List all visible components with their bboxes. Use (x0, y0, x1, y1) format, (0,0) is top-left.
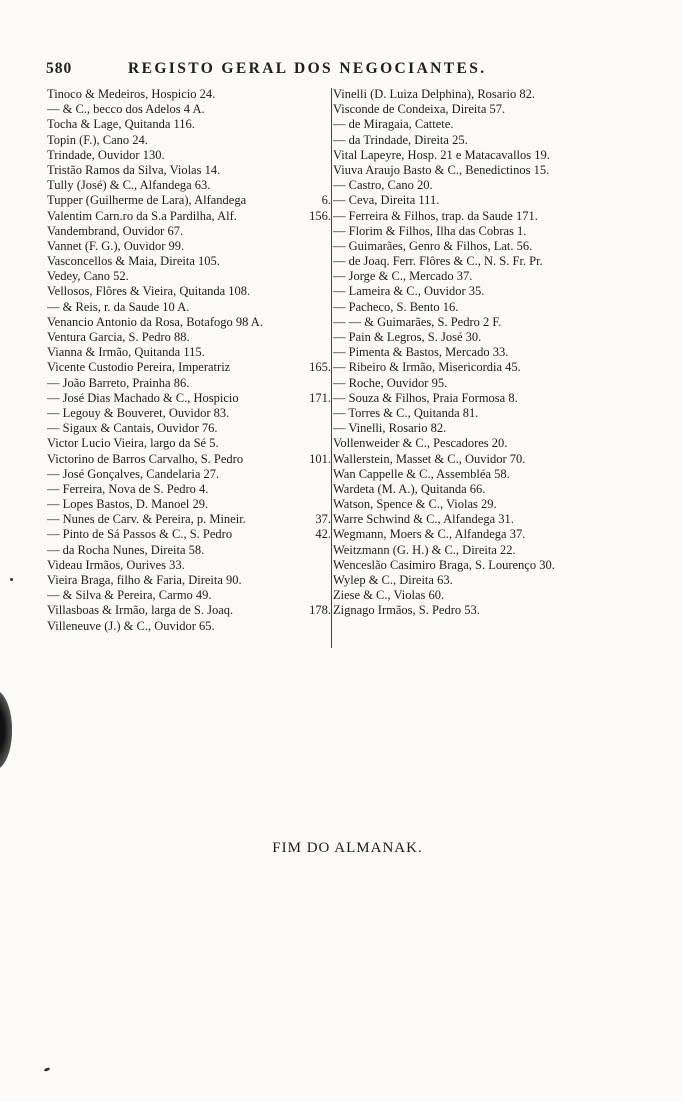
entry-text: Vellosos, Flôres & Vieira, Quitanda 108. (47, 284, 251, 299)
entry-text: — Legouy & Bouveret, Ouvidor 83. (47, 405, 230, 420)
page-header (46, 60, 536, 82)
directory-entry (47, 193, 331, 208)
entry-text: Tocha & Lage, Quitanda 116. (47, 117, 195, 132)
directory-entry (47, 543, 331, 558)
entry-number: 178. (309, 603, 331, 618)
directory-entry (47, 254, 331, 269)
directory-entry (333, 133, 633, 148)
entry-number: 37. (315, 512, 331, 527)
entry-text: Vianna & Irmão, Quitanda 115. (47, 345, 205, 360)
entry-number: 165. (309, 360, 331, 375)
directory-entry (333, 573, 633, 588)
entry-text: Viuva Araujo Basto & C., Benedictinos 15. (333, 162, 550, 177)
directory-entry (333, 254, 633, 269)
ink-speck (44, 1067, 51, 1072)
directory-entry (333, 102, 633, 117)
entry-text: — & C., becco dos Adelos 4 A. (47, 102, 205, 117)
entry-text: — Sigaux & Cantais, Ouvidor 76. (47, 421, 218, 436)
directory-entry (333, 239, 633, 254)
directory-entry (47, 224, 331, 239)
entry-text: Vinelli (D. Luiza Delphina), Rosario 82. (333, 87, 535, 101)
directory-entry (333, 391, 633, 406)
directory-entry (47, 87, 331, 102)
directory-entry (47, 360, 331, 375)
directory-entry (47, 482, 331, 497)
directory-entry (47, 421, 331, 436)
entry-text: Vieira Braga, filho & Faria, Direita 90. (47, 573, 242, 587)
directory-entry (47, 102, 331, 117)
entry-text: — Ribeiro & Irmão, Misericordia 45. (333, 360, 521, 375)
directory-entry (333, 376, 633, 391)
entry-text: Vasconcellos & Maia, Direita 105. (47, 254, 220, 269)
page-number: 580 (46, 60, 73, 77)
entry-text: Victorino de Barros Carvalho, S. Pedro (47, 451, 244, 466)
entry-text: Videau Irmãos, Ourives 33. (47, 557, 185, 572)
entry-text: — Nunes de Carv. & Pereira, p. Mineir. (47, 512, 246, 527)
entry-text: — Torres & C., Quitanda 81. (333, 405, 479, 420)
directory-entry (333, 603, 633, 618)
directory-entry (333, 482, 633, 497)
entry-text: Wan Cappelle & C., Assembléa 58. (333, 466, 510, 481)
entry-text: — Jorge & C., Mercado 37. (333, 269, 473, 284)
directory-entry (333, 209, 633, 224)
entry-number: 101. (309, 451, 331, 466)
binding-shadow (0, 690, 12, 770)
directory-entry (333, 300, 633, 315)
entry-text: — Florim & Filhos, Ilha das Cobras 1. (333, 223, 527, 238)
directory-entry (47, 467, 331, 482)
directory-entry (47, 527, 331, 542)
directory-entry (333, 193, 633, 208)
directory-entry (47, 376, 331, 391)
entry-text: — Pimenta & Bastos, Mercado 33. (333, 345, 509, 360)
entry-text: — de Miragaia, Cattete. (333, 117, 454, 132)
entry-text: Vicente Custodio Pereira, Imperatriz (47, 360, 231, 375)
entry-text: Wenceslão Casimiro Braga, S. Lourenço 30. (333, 557, 555, 572)
entry-text: — da Rocha Nunes, Direita 58. (47, 542, 205, 557)
entry-text: Valentim Carn.ro da S.a Pardilha, Alf. (47, 208, 237, 223)
entry-text: — Castro, Cano 20. (333, 178, 433, 193)
entry-text: — Pacheco, S. Bento 16. (333, 299, 459, 314)
directory-entry (47, 133, 331, 148)
directory-entry (47, 558, 331, 573)
entry-text: Visconde de Condeixa, Direita 57. (333, 102, 506, 117)
entry-text: Vital Lapeyre, Hosp. 21 e Matacavallos 19. (333, 147, 550, 162)
entry-text: — Ceva, Direita 111. (333, 193, 440, 208)
directory-entry (47, 619, 331, 634)
entry-text: — Guimarães, Genro & Filhos, Lat. 56. (333, 238, 533, 253)
directory-entry (333, 497, 633, 512)
entry-text: — Lopes Bastos, D. Manoel 29. (47, 497, 209, 512)
entry-text: Wardeta (M. A.), Quitanda 66. (333, 481, 486, 496)
entry-text: Warre Schwind & C., Alfandega 31. (333, 512, 514, 527)
directory-entry (47, 588, 331, 603)
directory-entry (47, 209, 331, 224)
entry-text: Watson, Spence & C., Violas 29. (333, 497, 497, 512)
entry-text: Zignago Irmãos, S. Pedro 53. (333, 603, 480, 618)
directory-entry (333, 148, 633, 163)
entry-text: Villeneuve (J.) & C., Ouvidor 65. (47, 618, 215, 633)
entry-text: — Lameira & C., Ouvidor 35. (333, 284, 485, 299)
entry-text: — Souza & Filhos, Praia Formosa 8. (333, 390, 518, 405)
entry-text: Tinoco & Medeiros, Hospicio 24. (47, 87, 216, 101)
entry-text: Tupper (Guilherme de Lara), Alfandega (47, 193, 247, 208)
directory-entry (47, 315, 331, 330)
directory-entry (333, 467, 633, 482)
entry-text: Victor Lucio Vieira, largo da Sé 5. (47, 436, 219, 451)
directory-entry (333, 360, 633, 375)
directory-entry (47, 178, 331, 193)
directory-entry (333, 163, 633, 178)
directory-entry (333, 588, 633, 603)
entry-number: 42. (315, 527, 331, 542)
entry-text: Tristão Ramos da Silva, Violas 14. (47, 162, 221, 177)
entry-text: — Vinelli, Rosario 82. (333, 421, 447, 436)
entry-text: Tully (José) & C., Alfandega 63. (47, 178, 211, 193)
directory-entry (333, 436, 633, 451)
entry-text: Trindade, Ouvidor 130. (47, 147, 165, 162)
entry-number: 156. (309, 208, 331, 223)
entry-text: — — & Guimarães, S. Pedro 2 F. (333, 314, 502, 329)
entry-text: Vollenweider & C., Pescadores 20. (333, 436, 508, 451)
directory-entry (333, 421, 633, 436)
directory-entry (333, 345, 633, 360)
ink-speck (10, 578, 13, 581)
directory-entry (47, 573, 331, 588)
entry-text: Wallerstein, Masset & C., Ouvidor 70. (333, 451, 526, 466)
directory-entry (47, 603, 331, 618)
directory-entry (333, 558, 633, 573)
directory-entry (333, 527, 633, 542)
entry-text: — Pain & Legros, S. José 30. (333, 330, 482, 344)
entry-text: — José Dias Machado & C., Hospicio (47, 390, 239, 405)
entry-text: Ventura Garcia, S. Pedro 88. (47, 330, 190, 344)
directory-entry (47, 436, 331, 451)
entry-text: — & Reis, r. da Saude 10 A. (47, 299, 190, 314)
directory-entry (333, 315, 633, 330)
entry-text: Wegmann, Moers & C., Alfandega 37. (333, 527, 526, 542)
entry-text: Vannet (F. G.), Ouvidor 99. (47, 238, 185, 253)
entry-text: Venancio Antonio da Rosa, Botafogo 98 A. (47, 314, 263, 329)
entry-text: — José Gonçalves, Candelaria 27. (47, 466, 220, 481)
directory-entry (333, 452, 633, 467)
entry-text: — Ferreira & Filhos, trap. da Saude 171. (333, 208, 538, 223)
running-title: REGISTO GERAL DOS NEGOCIANTES. (128, 60, 487, 77)
left-column (47, 87, 331, 634)
entry-text: Villasboas & Irmão, larga de S. Joaq. (47, 603, 234, 618)
end-title-text: FIM DO ALMANAK. (272, 840, 423, 856)
directory-entry (333, 178, 633, 193)
directory-entry (47, 269, 331, 284)
directory-entry (333, 224, 633, 239)
entry-text: Vedey, Cano 52. (47, 269, 129, 284)
directory-entry (333, 512, 633, 527)
directory-entry (333, 543, 633, 558)
entry-text: — & Silva & Pereira, Carmo 49. (47, 588, 212, 603)
entry-text: Ziese & C., Violas 60. (333, 588, 445, 603)
directory-entry (47, 330, 331, 345)
directory-entry (333, 284, 633, 299)
directory-entry (47, 497, 331, 512)
directory-entry (47, 391, 331, 406)
entry-text: — de Joaq. Ferr. Flôres & C., N. S. Fr. Pr. (333, 254, 543, 269)
right-column (333, 87, 633, 619)
entry-text: Vandembrand, Ouvidor 67. (47, 223, 184, 238)
directory-entry (333, 117, 633, 132)
entry-text: Weitzmann (G. H.) & C., Direita 22. (333, 542, 516, 557)
directory-entry (47, 512, 331, 527)
directory-entry (47, 117, 331, 132)
end-title (0, 840, 683, 857)
directory-entry (47, 300, 331, 315)
entry-text: — da Trindade, Direita 25. (333, 132, 468, 147)
entry-number: 6. (321, 193, 331, 208)
directory-entry (333, 269, 633, 284)
entry-number: 171. (309, 390, 331, 405)
directory-entry (47, 163, 331, 178)
directory-entry (47, 284, 331, 299)
directory-entry (47, 148, 331, 163)
column-divider (331, 88, 332, 648)
directory-entry (333, 330, 633, 345)
directory-entry (47, 239, 331, 254)
entry-text: — João Barreto, Prainha 86. (47, 375, 190, 390)
entry-text: — Pinto de Sá Passos & C., S. Pedro (47, 527, 233, 542)
entry-text: Topin (F.), Cano 24. (47, 132, 148, 147)
entry-text: — Ferreira, Nova de S. Pedro 4. (47, 481, 209, 496)
directory-entry (333, 406, 633, 421)
directory-entry (47, 452, 331, 467)
directory-entry (333, 87, 633, 102)
directory-entry (47, 406, 331, 421)
entry-text: — Roche, Ouvidor 95. (333, 375, 448, 390)
directory-entry (47, 345, 331, 360)
entry-text: Wylep & C., Direita 63. (333, 573, 453, 587)
